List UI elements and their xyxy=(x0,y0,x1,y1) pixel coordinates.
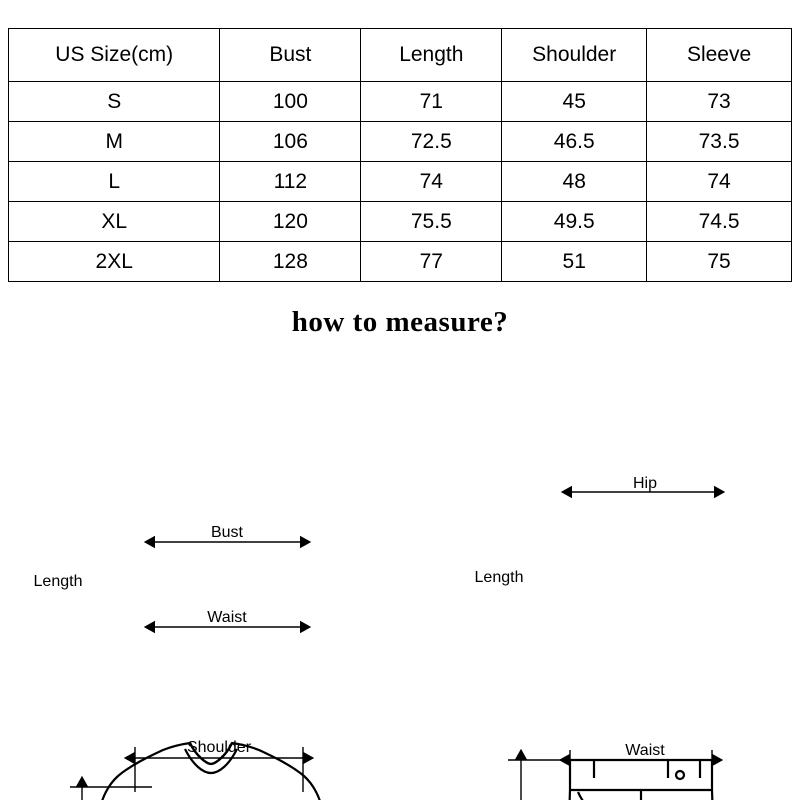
cell-length: 72.5 xyxy=(361,122,502,162)
table-header-row xyxy=(9,29,792,82)
shoulder-label: Shoulder xyxy=(186,739,252,756)
cell-length: 74 xyxy=(361,162,502,202)
table-row xyxy=(9,82,792,122)
table-row xyxy=(9,202,792,242)
cell-bust: 100 xyxy=(220,82,361,122)
size-chart-table-container xyxy=(8,28,792,282)
cell-size: 2XL xyxy=(9,242,220,282)
cell-shoulder: 49.5 xyxy=(502,202,647,242)
cell-length: 77 xyxy=(361,242,502,282)
cell-bust: 120 xyxy=(220,202,361,242)
cell-size: S xyxy=(9,82,220,122)
bust-dimension xyxy=(152,541,302,542)
cell-shoulder: 45 xyxy=(502,82,647,122)
cell-sleeve: 73 xyxy=(647,82,792,122)
length-label-top: Length xyxy=(33,573,83,590)
cell-sleeve: 75 xyxy=(647,242,792,282)
cell-length: 75.5 xyxy=(361,202,502,242)
waist-label-top: Waist xyxy=(207,609,247,626)
cell-sleeve: 74.5 xyxy=(647,202,792,242)
cell-length: 71 xyxy=(361,82,502,122)
cell-size: XL xyxy=(9,202,220,242)
column-header-sleeve: Sleeve xyxy=(647,29,792,82)
table-row xyxy=(9,122,792,162)
length-dimension-pants xyxy=(508,760,566,800)
cell-size: M xyxy=(9,122,220,162)
length-dimension-top xyxy=(70,787,152,800)
column-header-length: Length xyxy=(361,29,502,82)
cell-shoulder: 46.5 xyxy=(502,122,647,162)
hip-label: Hip xyxy=(632,475,658,492)
cell-size: L xyxy=(9,162,220,202)
table-row xyxy=(9,242,792,282)
cell-sleeve: 74 xyxy=(647,162,792,202)
measurement-diagrams xyxy=(0,352,800,800)
cell-sleeve: 73.5 xyxy=(647,122,792,162)
column-header-us-size: US Size(cm) xyxy=(9,29,220,82)
bust-label: Bust xyxy=(210,524,244,541)
cell-bust: 128 xyxy=(220,242,361,282)
column-header-shoulder: Shoulder xyxy=(502,29,647,82)
waist-label-pants: Waist xyxy=(625,742,665,759)
how-to-measure-heading: how to measure? xyxy=(291,306,509,338)
cell-shoulder: 51 xyxy=(502,242,647,282)
cell-shoulder: 48 xyxy=(502,162,647,202)
cell-bust: 106 xyxy=(220,122,361,162)
length-label-pants: Length xyxy=(474,569,524,586)
cell-bust: 112 xyxy=(220,162,361,202)
column-header-bust: Bust xyxy=(220,29,361,82)
pants-outline xyxy=(558,760,724,800)
table-row xyxy=(9,162,792,202)
size-chart-table xyxy=(8,28,792,282)
